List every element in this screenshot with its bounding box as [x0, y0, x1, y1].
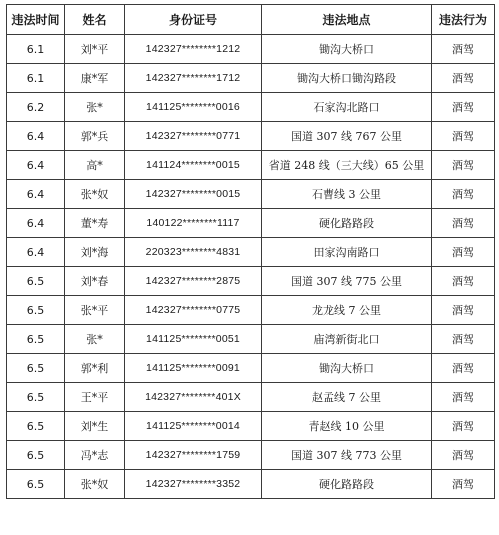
- cell-act: 酒驾: [432, 267, 495, 296]
- table-row: [7, 412, 495, 441]
- cell-act: 酒驾: [432, 470, 495, 499]
- table-row: [7, 64, 495, 93]
- header-row: [7, 5, 495, 35]
- cell-time: 6.2: [7, 93, 65, 122]
- cell-place: 国道 307 线 773 公里: [262, 441, 432, 470]
- cell-act: 酒驾: [432, 325, 495, 354]
- cell-name: 张*: [65, 93, 125, 122]
- cell-name: 刘*春: [65, 267, 125, 296]
- cell-time: 6.1: [7, 35, 65, 64]
- cell-id: 142327********0015: [125, 180, 262, 209]
- cell-id: 141125********0014: [125, 412, 262, 441]
- table-row: [7, 325, 495, 354]
- cell-name: 刘*平: [65, 35, 125, 64]
- cell-act: 酒驾: [432, 209, 495, 238]
- cell-time: 6.5: [7, 470, 65, 499]
- cell-id: 142327********0775: [125, 296, 262, 325]
- cell-name: 王*平: [65, 383, 125, 412]
- table-row: [7, 470, 495, 499]
- cell-place: 赵孟线 7 公里: [262, 383, 432, 412]
- cell-name: 冯*志: [65, 441, 125, 470]
- cell-act: 酒驾: [432, 93, 495, 122]
- table-row: [7, 209, 495, 238]
- table-row: [7, 267, 495, 296]
- cell-name: 张*奴: [65, 180, 125, 209]
- cell-name: 高*: [65, 151, 125, 180]
- cell-id: 142327********1712: [125, 64, 262, 93]
- cell-act: 酒驾: [432, 441, 495, 470]
- cell-id: 220323********4831: [125, 238, 262, 267]
- cell-name: 张*平: [65, 296, 125, 325]
- cell-time: 6.4: [7, 151, 65, 180]
- table-row: [7, 354, 495, 383]
- cell-name: 董*寿: [65, 209, 125, 238]
- cell-name: 刘*海: [65, 238, 125, 267]
- cell-act: 酒驾: [432, 35, 495, 64]
- table-header: [7, 5, 495, 35]
- cell-time: 6.4: [7, 238, 65, 267]
- cell-time: 6.4: [7, 209, 65, 238]
- cell-id: 140122********1117: [125, 209, 262, 238]
- cell-act: 酒驾: [432, 64, 495, 93]
- table-row: [7, 151, 495, 180]
- header-location: 违法地点: [262, 5, 432, 35]
- cell-time: 6.4: [7, 122, 65, 151]
- header-time: 违法时间: [7, 5, 65, 35]
- cell-place: 石家沟北路口: [262, 93, 432, 122]
- cell-act: 酒驾: [432, 354, 495, 383]
- cell-name: 郭*兵: [65, 122, 125, 151]
- cell-time: 6.4: [7, 180, 65, 209]
- cell-place: 国道 307 线 767 公里: [262, 122, 432, 151]
- cell-place: 国道 307 线 775 公里: [262, 267, 432, 296]
- cell-id: 142327********3352: [125, 470, 262, 499]
- cell-time: 6.5: [7, 354, 65, 383]
- cell-place: 田家沟南路口: [262, 238, 432, 267]
- table-row: [7, 296, 495, 325]
- header-violation: 违法行为: [432, 5, 495, 35]
- cell-place: 锄沟大桥口: [262, 354, 432, 383]
- cell-act: 酒驾: [432, 383, 495, 412]
- cell-id: 141125********0016: [125, 93, 262, 122]
- cell-time: 6.5: [7, 441, 65, 470]
- cell-name: 刘*生: [65, 412, 125, 441]
- cell-place: 石曹线 3 公里: [262, 180, 432, 209]
- cell-name: 康*军: [65, 64, 125, 93]
- cell-name: 张*奴: [65, 470, 125, 499]
- cell-place: 硬化路路段: [262, 209, 432, 238]
- cell-place: 锄沟大桥口: [262, 35, 432, 64]
- cell-time: 6.1: [7, 64, 65, 93]
- cell-act: 酒驾: [432, 180, 495, 209]
- cell-place: 硬化路路段: [262, 470, 432, 499]
- cell-id: 141124********0015: [125, 151, 262, 180]
- cell-id: 142327********1759: [125, 441, 262, 470]
- cell-place: 庙湾新街北口: [262, 325, 432, 354]
- header-id-number: 身份证号: [125, 5, 262, 35]
- cell-time: 6.5: [7, 412, 65, 441]
- cell-act: 酒驾: [432, 238, 495, 267]
- table-row: [7, 383, 495, 412]
- table-row: [7, 180, 495, 209]
- cell-place: 青赵线 10 公里: [262, 412, 432, 441]
- cell-id: 142327********0771: [125, 122, 262, 151]
- cell-id: 142327********401X: [125, 383, 262, 412]
- cell-name: 张*: [65, 325, 125, 354]
- table-row: [7, 35, 495, 64]
- cell-place: 龙龙线 7 公里: [262, 296, 432, 325]
- cell-time: 6.5: [7, 267, 65, 296]
- violations-table: [6, 4, 495, 499]
- table-row: [7, 238, 495, 267]
- cell-act: 酒驾: [432, 122, 495, 151]
- cell-time: 6.5: [7, 296, 65, 325]
- cell-id: 142327********1212: [125, 35, 262, 64]
- cell-name: 郭*利: [65, 354, 125, 383]
- cell-place: 省道 248 线（三大线）65 公里: [262, 151, 432, 180]
- table-row: [7, 441, 495, 470]
- document-sheet: [6, 4, 494, 499]
- cell-id: 141125********0091: [125, 354, 262, 383]
- cell-act: 酒驾: [432, 296, 495, 325]
- cell-act: 酒驾: [432, 151, 495, 180]
- header-name: 姓名: [65, 5, 125, 35]
- cell-time: 6.5: [7, 383, 65, 412]
- cell-time: 6.5: [7, 325, 65, 354]
- table-body: [7, 35, 495, 499]
- cell-id: 141125********0051: [125, 325, 262, 354]
- table-row: [7, 93, 495, 122]
- table-row: [7, 122, 495, 151]
- cell-act: 酒驾: [432, 412, 495, 441]
- cell-place: 锄沟大桥口锄沟路段: [262, 64, 432, 93]
- cell-id: 142327********2875: [125, 267, 262, 296]
